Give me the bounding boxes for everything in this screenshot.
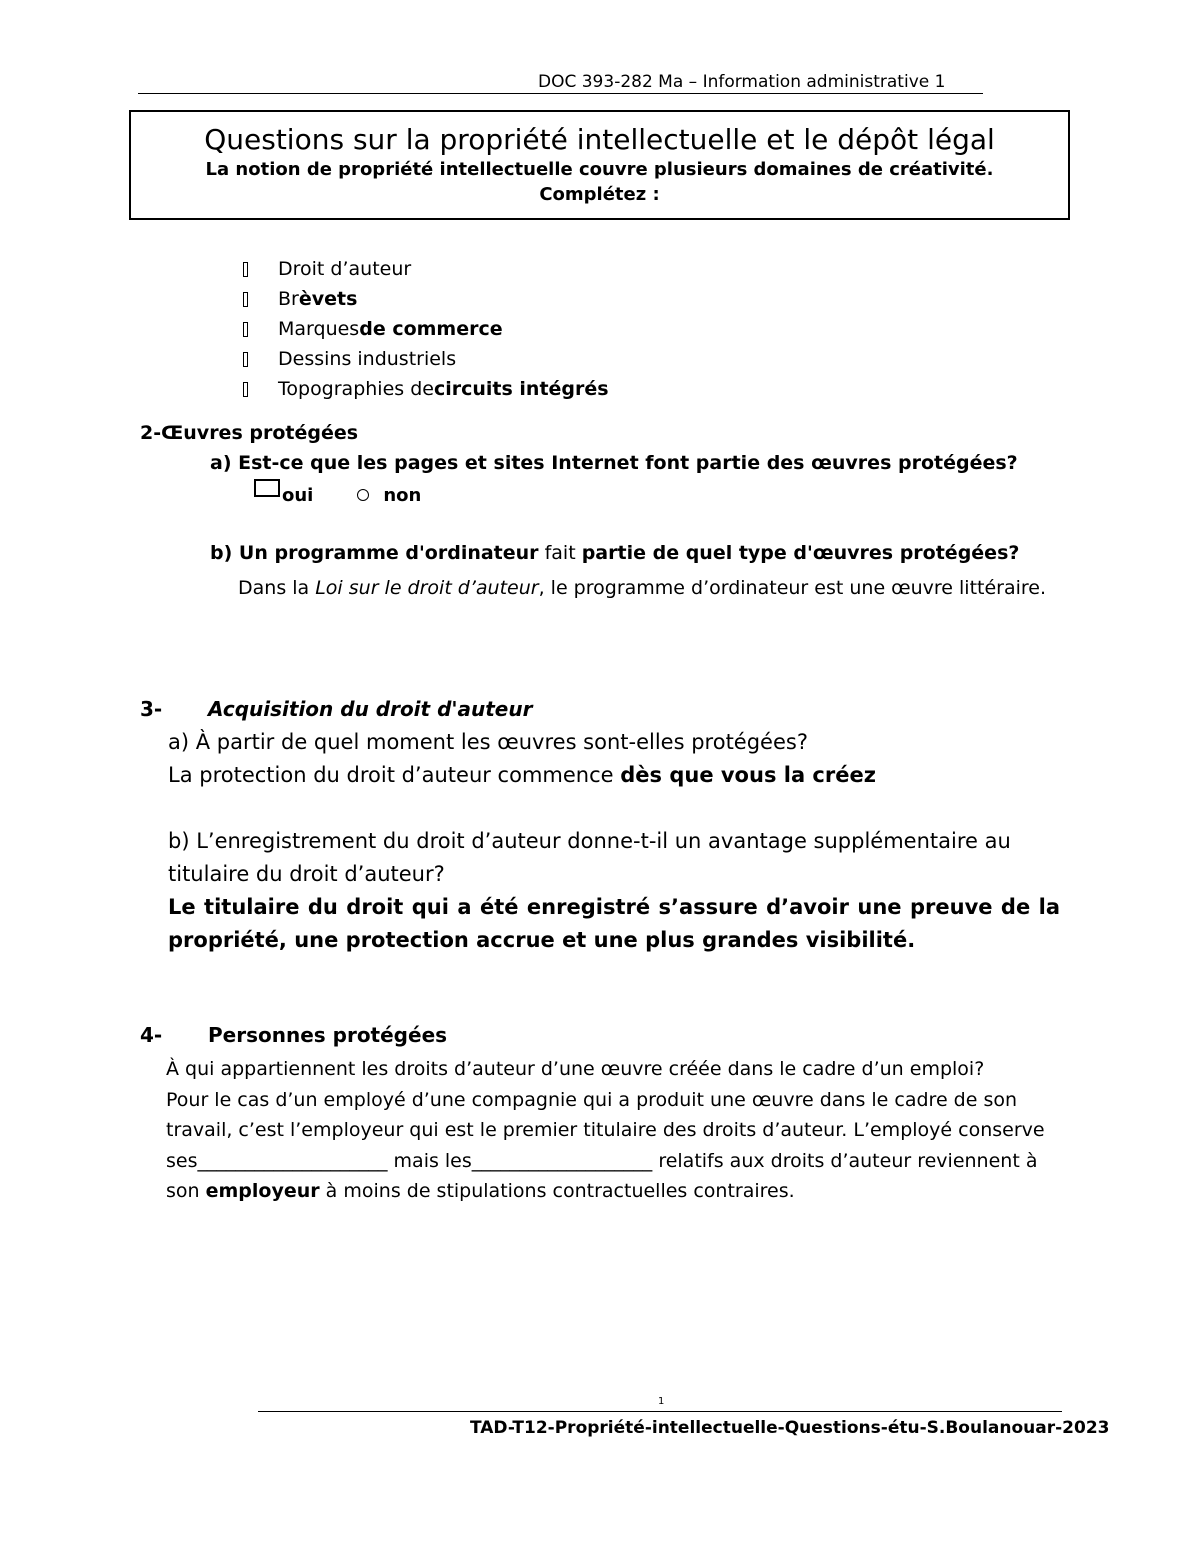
fill-in-blank[interactable]: ____________________ xyxy=(197,1149,388,1172)
radio-icon[interactable] xyxy=(357,489,369,501)
header-rule xyxy=(138,93,983,94)
checkbox-icon[interactable] xyxy=(254,479,280,497)
question-3a: a) À partir de quel moment les œuvres sont-elles protégées? xyxy=(168,730,808,754)
option-no-label: non xyxy=(383,485,422,506)
section-number: 3- xyxy=(140,697,163,721)
document-subtitle: La notion de propriété intellectuelle couvre plusieurs domaines de créativité. xyxy=(205,159,994,180)
law-title: Loi sur le droit d’auteur xyxy=(315,577,539,599)
question-2b xyxy=(210,542,1019,564)
footer-rule xyxy=(258,1411,1062,1412)
answer-4 xyxy=(166,1085,1066,1207)
list-item xyxy=(243,344,609,374)
bullet-icon xyxy=(243,262,248,277)
answer-3a-text: La protection du droit d’auteur commence xyxy=(168,763,621,787)
question-2b-part: partie de quel type d'œuvres protégées? xyxy=(581,542,1020,564)
section-title: Personnes protégées xyxy=(208,1023,448,1047)
answer-2b-part: Dans la xyxy=(238,577,316,599)
list-item-text: Topographies de xyxy=(278,378,434,400)
section-2-heading: 2-Œuvres protégées xyxy=(140,422,359,444)
answer-4-text: relatifs aux droits d’auteur reviennent à son xyxy=(166,1149,1038,1202)
fill-in-blank[interactable]: ___________________ xyxy=(471,1149,653,1172)
list-item-bold: èvets xyxy=(298,288,358,310)
list-item xyxy=(243,314,609,344)
answer-3a-bold: dès que vous la créez xyxy=(620,763,876,787)
document-title: Questions sur la propriété intellectuelle et le dépôt légal xyxy=(204,123,995,156)
question-2a: a) Est-ce que les pages et sites Internet font partie des œuvres protégées? xyxy=(210,452,1018,474)
title-box xyxy=(129,110,1070,220)
list-item xyxy=(243,254,609,284)
answer-3a xyxy=(168,759,1060,792)
question-4: À qui appartiennent les droits d’auteur d’une œuvre créée dans le cadre d’un emploi? xyxy=(166,1058,985,1080)
bullet-icon xyxy=(243,292,248,307)
question-3b: b) L’enregistrement du droit d’auteur donne-t-il un avantage supplémentaire au titulaire du droit d’auteur? xyxy=(168,829,1011,886)
answer-4-text: à moins de stipulations contractuelles contraires. xyxy=(319,1180,795,1202)
answer-options xyxy=(254,483,421,506)
instruction-text: Complétez : xyxy=(539,184,660,205)
list-item xyxy=(243,284,609,314)
section-4-body xyxy=(166,1054,1066,1207)
list-item-text: Br xyxy=(278,288,299,310)
question-2b-part: fait xyxy=(538,542,582,564)
section-4-heading xyxy=(140,1023,447,1047)
list-item-bold: circuits intégrés xyxy=(433,378,609,400)
bullet-icon xyxy=(243,382,248,397)
page-header: DOC 393-282 Ma – Information administrative 1 xyxy=(538,72,946,92)
list-item-text: Marques xyxy=(278,318,360,340)
section-number: 4- xyxy=(140,1023,163,1047)
answer-4-bold: employeur xyxy=(205,1180,320,1202)
domain-list xyxy=(243,254,609,404)
list-item-text: Droit d’auteur xyxy=(278,258,412,280)
list-item-bold: de commerce xyxy=(359,318,503,340)
bullet-icon xyxy=(243,352,248,367)
answer-4-text: mais les xyxy=(387,1149,472,1172)
list-item-text: Dessins industriels xyxy=(278,348,457,370)
answer-2b xyxy=(238,573,1058,603)
question-2b-part: b) Un programme d'ordinateur xyxy=(210,542,539,564)
page-footer: TAD-T12-Propriété-intellectuelle-Questions-étu-S.Boulanouar-2023 xyxy=(470,1418,1110,1438)
section-title: Acquisition du droit d'auteur xyxy=(208,697,533,721)
section-3-body xyxy=(168,726,1060,957)
list-item xyxy=(243,374,609,404)
answer-2b-part: , le programme d’ordinateur est une œuvre littéraire. xyxy=(538,577,1047,599)
answer-4-text: Pour le cas d’un employé d’une compagnie qui a produit une œuvre dans le cadre de son travail, c’est l’employeur qui est le premier titulaire des droits d’auteur. L’employé conserve ses xyxy=(166,1088,1045,1172)
page-number: 1 xyxy=(658,1396,665,1407)
answer-3b: Le titulaire du droit qui a été enregistré s’assure d’avoir une preuve de la propriété, une protection accrue et une plus grandes visibilité. xyxy=(168,895,1060,952)
option-yes-label: oui xyxy=(282,485,314,506)
bullet-icon xyxy=(243,322,248,337)
section-3-heading xyxy=(140,697,532,721)
